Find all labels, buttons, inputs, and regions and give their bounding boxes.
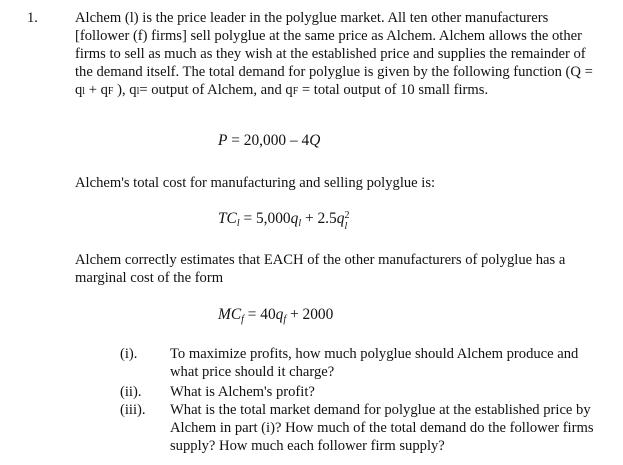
part-label: (i).	[120, 346, 138, 362]
intro-text-plus: + q	[85, 82, 108, 99]
cost-lhs-sub: l	[236, 218, 240, 229]
mc-intro: Alchem correctly estimates that EACH of the other manufacturers of polyglue has a marginal cost of the form	[75, 252, 566, 287]
mc-equation	[218, 305, 333, 330]
cost-equation	[218, 209, 351, 234]
subscript-l: l	[82, 86, 86, 98]
subscript-l-2: l	[136, 86, 140, 98]
demand-rhs: = 20,000 – 4	[227, 132, 310, 149]
cost-intro: Alchem's total cost for manufacturing and selling polyglue is:	[75, 175, 436, 191]
part-text: What is Alchem's profit?	[170, 384, 315, 400]
mc-lhs: MC	[218, 306, 242, 323]
intro-text-q: ), q	[113, 82, 137, 99]
intro-text-start: Alchem (l) is the price leader in the polyglue market. All ten other manufacturers [follower (f) firms] sell polyglue at the same price as Alchem. Alchem allows the other firms to sell as much as they wish at the established price and supplies the remainder of the demand itself. The total demand for polyglue is given by the following function (Q = q	[75, 10, 593, 99]
cost-var2: q	[336, 210, 345, 227]
cost-lhs: TC	[218, 210, 237, 227]
cost-plus: + 2.5	[301, 210, 337, 227]
part-label: (iii).	[120, 402, 146, 418]
subscript-f-2: F	[292, 86, 299, 98]
cost-var2-sup: 2	[344, 210, 350, 222]
mc-plus: + 2000	[286, 306, 334, 323]
subscript-f: F	[107, 86, 114, 98]
demand-var: Q	[309, 132, 321, 149]
intro-text-output: = output of Alchem, and q	[139, 82, 293, 99]
part-text: What is the total market demand for polyglue at the established price by Alchem in part (i)? How much of the total demand do the follower firms supply? How much each follower firm supply?	[170, 402, 594, 455]
cost-var1: q	[290, 210, 299, 227]
cost-eq: = 5,000	[239, 210, 291, 227]
mc-eq: = 40	[243, 306, 276, 323]
mc-var: q	[275, 306, 284, 323]
cost-var2-sub: l	[344, 221, 348, 233]
question-number: 1.	[27, 10, 38, 26]
mc-var-sub: f	[283, 314, 287, 325]
intro-paragraph	[75, 9, 603, 101]
part-text: To maximize profits, how much polyglue should Alchem produce and what price should it charge?	[170, 346, 579, 381]
cost-var2-scripts	[344, 210, 351, 233]
cost-var1-sub: l	[298, 218, 302, 229]
demand-lhs: P	[218, 132, 228, 149]
demand-equation	[218, 131, 320, 151]
intro-text-end: = total output of 10 small firms.	[298, 82, 489, 99]
mc-lhs-sub: f	[241, 314, 244, 325]
part-label: (ii).	[120, 384, 142, 400]
